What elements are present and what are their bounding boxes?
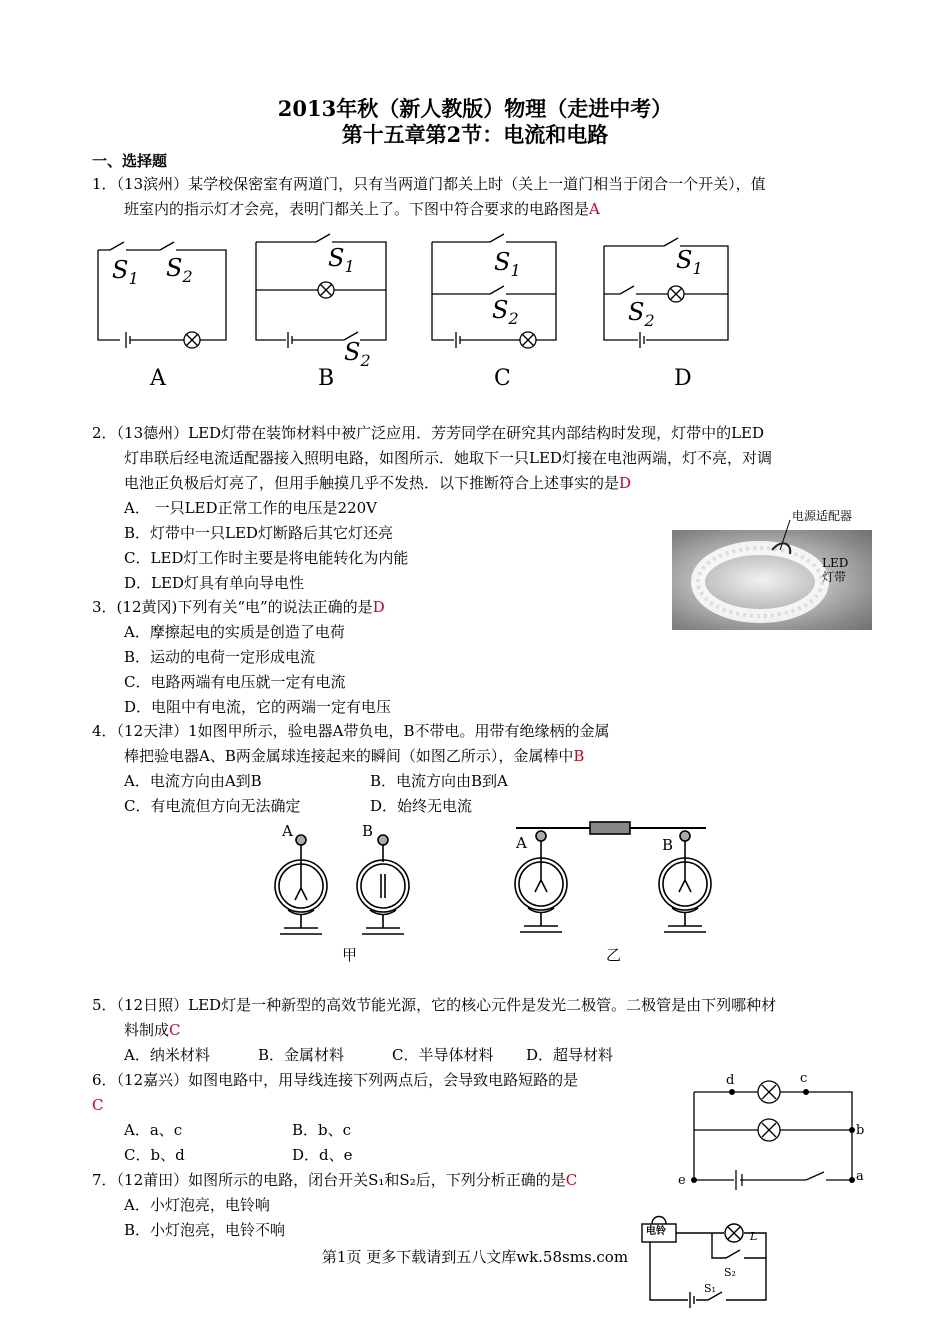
q1-fig-label-a: A (150, 366, 166, 391)
q4-option-a: A．电流方向由A到B (124, 772, 262, 790)
page-footer: 第1页 更多下载请到五八文库wk.58sms.com (321, 1248, 629, 1266)
q4-answer: B (573, 747, 585, 765)
q6-point-c: c (800, 1071, 808, 1086)
q1-text-line-1: 1．（13滨州）某学校保密室有两道门，只有当两道门都关上时（关上一道门相当于闭合一个开关），值 (92, 175, 766, 193)
q4-fig-yi-a-label: A (516, 834, 527, 852)
q6-option-b: B．b、c (292, 1121, 352, 1139)
q1-circuit-figures (90, 228, 750, 398)
q2-text-line-3: 电池正负极后灯亮了，但用手触摸几乎不发热．以下推断符合上述事实的是D (124, 474, 632, 492)
a-s1-label: $S_1$ (112, 256, 139, 288)
q6-point-b: b (856, 1123, 865, 1138)
q5-option-b: B．金属材料 (258, 1046, 345, 1064)
q1-fig-label-c: C (494, 366, 511, 391)
q1-fig-label-d: D (674, 366, 692, 391)
q6-point-e: e (678, 1173, 686, 1188)
q2-answer: D (619, 474, 632, 492)
b-s2-label: $S_2$ (344, 338, 371, 370)
q4-fig-jia-a-label: A (282, 822, 293, 840)
q7-s2-label: S₂ (724, 1266, 736, 1279)
q6-point-d: d (726, 1073, 735, 1088)
q4-fig-yi-caption: 乙 (606, 946, 622, 964)
q5-option-c: C．半导体材料 (392, 1046, 494, 1064)
insulated-handle (590, 822, 630, 834)
q4-electroscope-figures (260, 818, 720, 948)
q7-lamp-label: L (750, 1230, 758, 1243)
q2-option-c: C．LED灯工作时主要是将电能转化为内能 (124, 549, 409, 567)
q4-text-line-2: 棒把验电器A、B两金属球连接起来的瞬间（如图乙所示），金属棒中B (124, 747, 585, 765)
q3-option-d: D．电阻中有电流，它的两端一定有电压 (124, 698, 392, 716)
circuit-b (256, 234, 386, 348)
a-s2-label: $S_2$ (166, 254, 193, 286)
q1-answer: A (589, 200, 600, 218)
photo-label-adapter: 电源适配器 (792, 509, 853, 523)
q3-text-line-1: 3．(12黄冈)下列有关“电”的说法正确的是D (92, 598, 385, 616)
q4-fig-jia-b-label: B (362, 822, 374, 840)
q5-option-d: D．超导材料 (526, 1046, 614, 1064)
q5-text-line-1: 5．（12日照）LED灯是一种新型的高效节能光源，它的核心元件是发光二极管。二极管是由下列哪种材 (92, 996, 777, 1014)
c-s2-label: $S_2$ (492, 296, 519, 328)
q2-option-b: B．灯带中一只LED灯断路后其它灯还亮 (124, 524, 393, 542)
q6-point-a: a (856, 1169, 864, 1184)
q3-option-b: B．运动的电荷一定形成电流 (124, 648, 316, 666)
q7-bell-label: 电铃 (646, 1226, 666, 1237)
q4-option-b: B．电流方向由B到A (370, 772, 508, 790)
q1-text-line-2: 班室内的指示灯才会亮，表明门都关上了。下图中符合要求的电路图是A (124, 200, 600, 218)
page-title-line-1: 2013年秋（新人教版）物理（走进中考） (277, 96, 673, 121)
q4-option-c: C．有电流但方向无法确定 (124, 797, 301, 815)
q7-answer: C (565, 1171, 578, 1189)
section-heading: 一、选择题 (92, 152, 168, 170)
q2-text-line-2: 灯串联后经电流适配器接入照明电路，如图所示．她取下一只LED灯接在电池两端，灯不亮，对调 (124, 449, 772, 467)
q1-fig-label-b: B (318, 366, 335, 391)
q7-option-b: B．小灯泡亮，电铃不响 (124, 1221, 286, 1239)
q4-text-line-1: 4．（12天津）1如图甲所示，验电器A带负电，B不带电。用带有绝缘柄的金属 (92, 722, 610, 740)
q3-answer: D (372, 598, 385, 616)
q4-fig-yi-b-label: B (662, 836, 674, 854)
electroscope-jia-b (357, 835, 409, 934)
photo-label-strip: 灯带 (822, 570, 847, 584)
circuit-d (604, 238, 728, 348)
b-s1-label: $S_1$ (328, 244, 355, 276)
photo-label-led: LED (822, 556, 849, 570)
d-s1-label: $S_1$ (676, 246, 703, 278)
q3-option-a: A．摩擦起电的实质是创造了电荷 (124, 623, 345, 641)
electroscope-jia-a (275, 835, 327, 934)
q6-option-a: A．a、c (124, 1121, 183, 1139)
q7-option-a: A．小灯泡亮，电铃响 (124, 1196, 270, 1214)
q2-text-line-1: 2．（13德州）LED灯带在装饰材料中被广泛应用．芳芳同学在研究其内部结构时发现，灯带中的LED (92, 424, 765, 442)
q6-circuit (676, 1068, 876, 1198)
d-s2-label: $S_2$ (628, 298, 655, 330)
q4-fig-jia-caption: 甲 (342, 946, 358, 964)
q6-answer: C (92, 1096, 104, 1114)
q7-s1-label: S₁ (704, 1282, 716, 1295)
q3-option-c: C．电路两端有电压就一定有电流 (124, 673, 346, 691)
q6-text-line-1: 6．（12嘉兴）如图电路中，用导线连接下列两点后，会导致电路短路的是 (92, 1071, 579, 1089)
q5-text-line-2: 料制成C (124, 1021, 181, 1039)
q6-option-c: C．b、d (124, 1146, 185, 1164)
q2-option-d: D．LED灯具有单向导电性 (124, 574, 304, 592)
q2-option-a: A． 一只LED正常工作的电压是220V (124, 499, 378, 517)
q4-option-d: D．始终无电流 (370, 797, 473, 815)
q7-text-line-1: 7．（12莆田）如图所示的电路，闭台开关S₁和S₂后，下列分析正确的是C (92, 1171, 578, 1189)
q5-option-a: A．纳米材料 (124, 1046, 210, 1064)
q5-answer: C (169, 1021, 181, 1039)
q6-option-d: D．d、e (292, 1146, 353, 1164)
c-s1-label: $S_1$ (494, 248, 521, 280)
page-title-line-2: 第十五章第2节：电流和电路 (341, 122, 609, 147)
